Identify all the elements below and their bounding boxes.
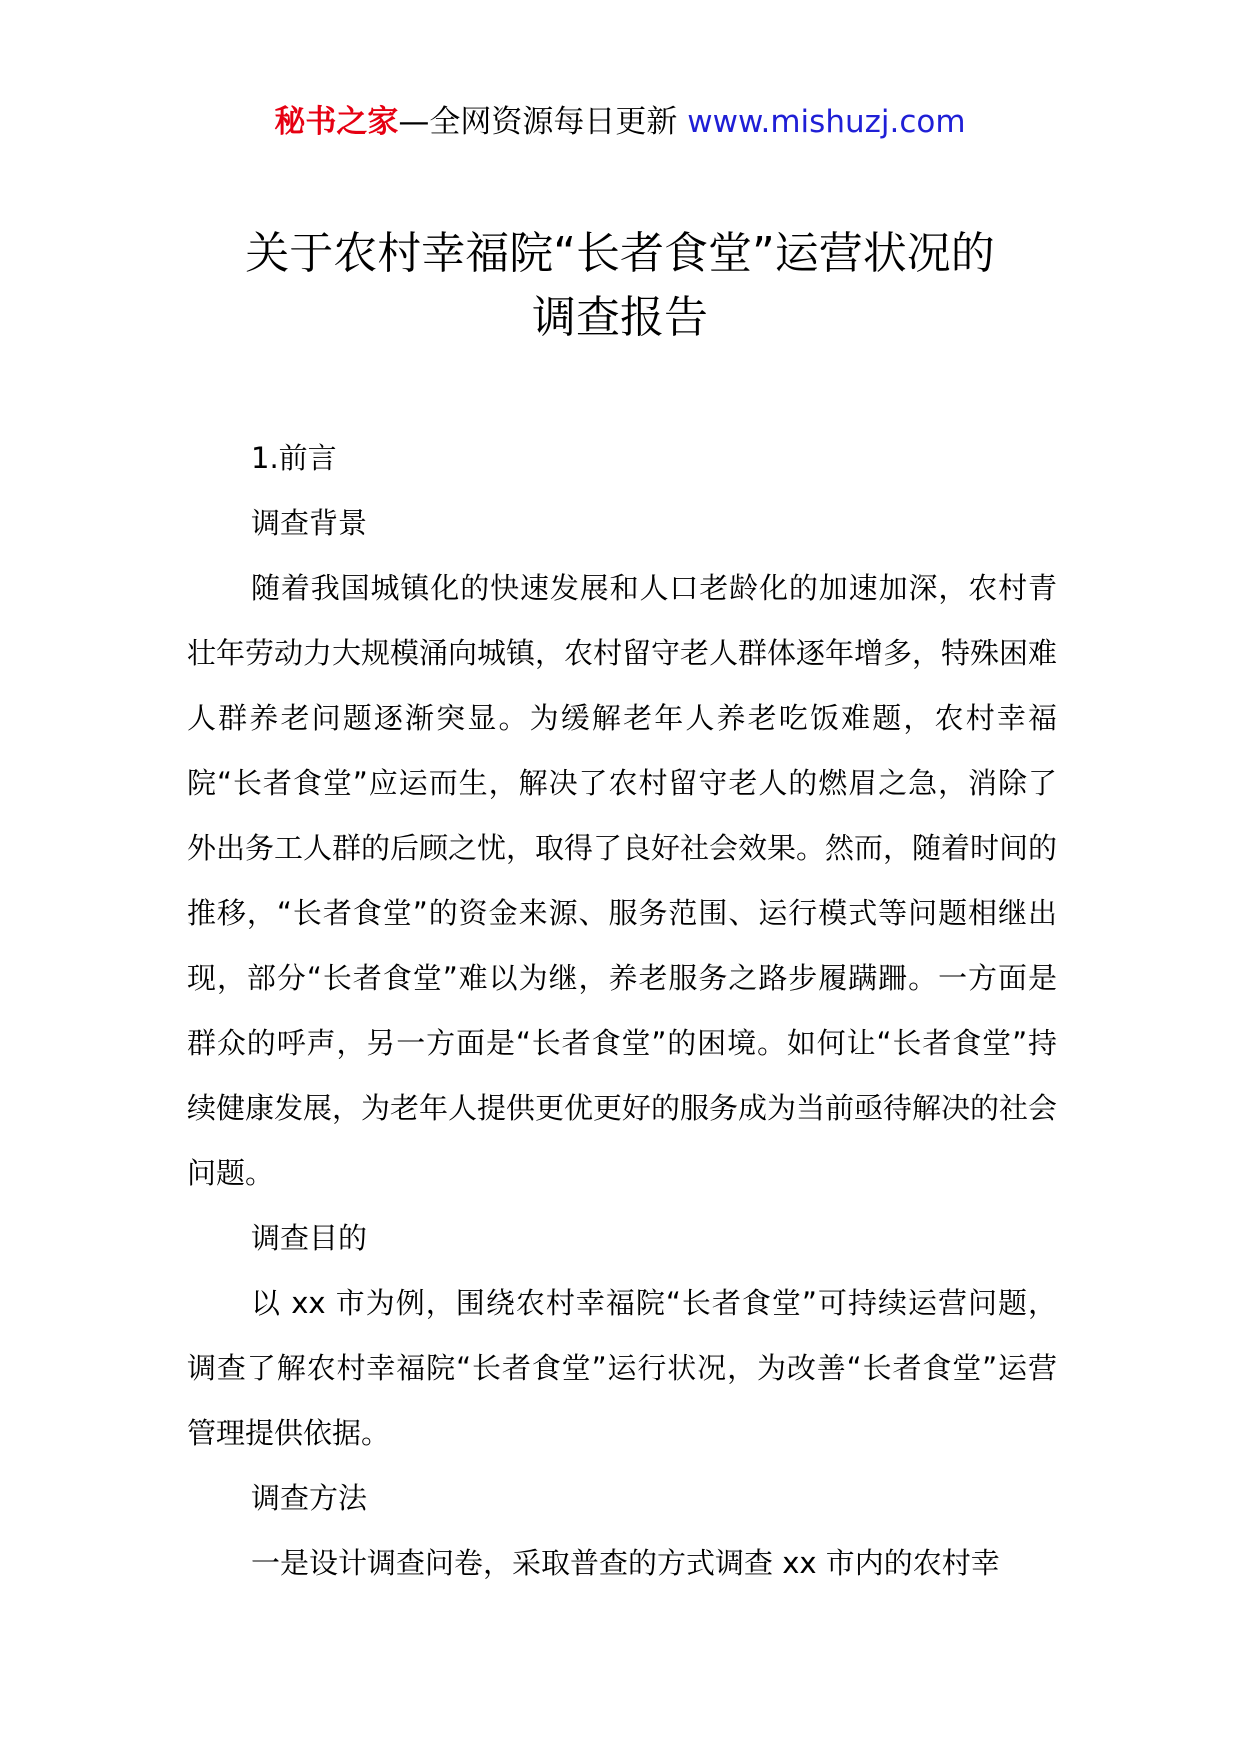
document-body — [187, 426, 1057, 1596]
site-url-link[interactable]: www.mishuzj.com — [687, 104, 966, 140]
site-banner — [0, 102, 1240, 142]
title-line-2: 调查报告 — [532, 292, 708, 343]
brand-name: 秘书之家 — [274, 104, 399, 140]
method-paragraph: 一是设计调查问卷，采取普查的方式调查 xx 市内的农村幸 — [251, 1546, 1000, 1580]
background-heading: 调查背景 — [251, 506, 368, 540]
brand-slogan: —全网资源每日更新 — [398, 104, 678, 140]
purpose-paragraph: 以 xx 市为例，围绕农村幸福院“长者食堂”可持续运营问题，调查了解农村幸福院“长者食堂”运行状况，为改善“长者食堂”运营管理提供依据。 — [187, 1286, 1057, 1450]
document-title — [0, 222, 1240, 350]
preface-heading: 1.前言 — [251, 441, 337, 475]
purpose-heading: 调查目的 — [251, 1221, 368, 1255]
method-heading: 调查方法 — [251, 1481, 368, 1515]
title-line-1: 关于农村幸福院“长者食堂”运营状况的 — [245, 228, 995, 279]
background-paragraph: 随着我国城镇化的快速发展和人口老龄化的加速加深，农村青壮年劳动力大规模涌向城镇，农村留守老人群体逐年增多，特殊困难人群养老问题逐渐突显。为缓解老年人养老吃饭难题，农村幸福院“长者食堂”应运而生，解决了农村留守老人的燃眉之急，消除了外出务工人群的后顾之忧，取得了良好社会效果。然而，随着时间的推移，“长者食堂”的资金来源、服务范围、运行模式等问题相继出现，部分“长者食堂”难以为继，养老服务之路步履蹒跚。一方面是群众的呼声，另一方面是“长者食堂”的困境。如何让“长者食堂”持续健康发展，为老年人提供更优更好的服务成为当前亟待解决的社会问题。 — [187, 571, 1058, 1190]
